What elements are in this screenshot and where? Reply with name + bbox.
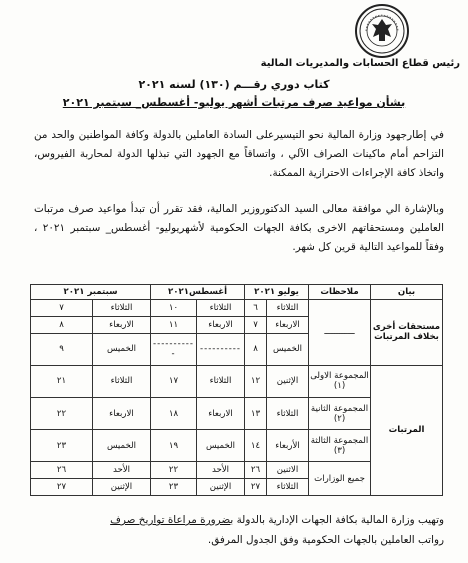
department-name: رئيس قطاع الحسابات والمديريات المالية bbox=[260, 58, 460, 69]
cell: الخميس bbox=[93, 430, 151, 462]
cell: الاربعاء bbox=[197, 398, 245, 430]
table-row bbox=[31, 300, 443, 317]
cell: الثلاثاء bbox=[197, 300, 245, 317]
header-august: أغسطس٢٠٢١ bbox=[151, 285, 245, 300]
cell: ٢٣ bbox=[31, 430, 93, 462]
cell: الاربعاء bbox=[197, 316, 245, 333]
footer-text-plain: وتهيب وزارة المالية بكافة الجهات الإدارية بالدولة bbox=[233, 514, 444, 526]
cell: ١٢ bbox=[245, 365, 267, 397]
cell: ٢١ bbox=[31, 365, 93, 397]
cell: الأحد bbox=[197, 462, 245, 479]
circular-subject: بشأن مواعيد صرف مرتبات أشهر يوليو- أغسطس_ سبتمبر ٢٠٢١ bbox=[62, 96, 406, 109]
cell: ١٧ bbox=[151, 365, 197, 397]
cell: الإثنين bbox=[197, 479, 245, 496]
cell: المجموعة الثانية (٢) bbox=[309, 398, 371, 430]
cell: ---------- bbox=[197, 333, 245, 365]
cell: ٢٧ bbox=[31, 479, 93, 496]
cell: الخميس bbox=[93, 333, 151, 365]
cell: ٦ bbox=[245, 300, 267, 317]
cell: الأحد bbox=[93, 462, 151, 479]
group-other-dues-label: مستحقات أخرى بخلاف المرتبات bbox=[371, 300, 443, 366]
cell: ----------- bbox=[151, 333, 197, 365]
cell: الأربعاء bbox=[267, 430, 309, 462]
cell: جميع الوزارات bbox=[309, 462, 371, 496]
cell: الاربعاء bbox=[93, 398, 151, 430]
table-header-row bbox=[31, 285, 443, 300]
header-notes: ملاحظات bbox=[309, 285, 371, 300]
cell: المجموعة الثالثة (٣) bbox=[309, 430, 371, 462]
paragraph-decision: وبالإشارة الي موافقة معالى السيد الدكتوروزير المالية، فقد تقرر أن تبدأ مواعيد صرف مرتبات العاملين ومستحقاتهم الاخرى بكافة الجهات الحكومية لأشهريوليو- أغسطس_ سبتمبر ٢٠٢١ ، وفقاً للمواعيد التالية قرين كل شهر. bbox=[34, 203, 444, 253]
cell: الخميس bbox=[267, 333, 309, 365]
cell: ٩ bbox=[31, 333, 93, 365]
table-row bbox=[31, 365, 443, 397]
cell: ٢٦ bbox=[245, 462, 267, 479]
header-item: بيان bbox=[371, 285, 443, 300]
cell: الإثنين bbox=[267, 365, 309, 397]
paragraph-intro: في إطارجهود وزارة المالية نحو التيسيرعلى السادة العاملين بالدولة وكافة المواطنين والحد من التزاحم أمام ماكينات الصراف الآلي ، واتساقاً مع الجهود التي تبذلها الدولة لمحاربة الفيروس، واتخاذ كافة الإجراءات الاحترازية الممكنة. bbox=[34, 129, 444, 179]
cell: الاثنين bbox=[267, 462, 309, 479]
cell: ١١ bbox=[151, 316, 197, 333]
cell: الثلاثاء bbox=[93, 365, 151, 397]
header-july: يوليو ٢٠٢١ bbox=[245, 285, 309, 300]
salary-schedule-table bbox=[30, 284, 443, 496]
header-september: سبتمبر ٢٠٢١ bbox=[31, 285, 151, 300]
group-salaries-label: المرتبات bbox=[371, 365, 443, 495]
cell: الثلاثاء bbox=[267, 300, 309, 317]
cell: ١٠ bbox=[151, 300, 197, 317]
cell: الثلاثاء bbox=[267, 479, 309, 496]
cell: الاربعاء bbox=[93, 316, 151, 333]
cell: ٢٦ bbox=[31, 462, 93, 479]
closing-paragraph bbox=[34, 510, 444, 550]
cell: ٧ bbox=[31, 300, 93, 317]
cell: ٢٣ bbox=[151, 479, 197, 496]
cell: الثلاثاء bbox=[93, 300, 151, 317]
cell: الإثنين bbox=[93, 479, 151, 496]
cell: الثلاثاء bbox=[267, 398, 309, 430]
cell: المجموعة الاولى (١) bbox=[309, 365, 371, 397]
cell: ٢٧ bbox=[245, 479, 267, 496]
cell: ١٣ bbox=[245, 398, 267, 430]
cell: الثلاثاء bbox=[197, 365, 245, 397]
cell: الاربعاء bbox=[267, 316, 309, 333]
cell: ٢٢ bbox=[31, 398, 93, 430]
cell: ٢٢ bbox=[151, 462, 197, 479]
group-other-dues-note: ــــــــــــ bbox=[309, 300, 371, 366]
ministry-seal-logo bbox=[355, 4, 409, 58]
cell: ١٩ bbox=[151, 430, 197, 462]
cell: ٧ bbox=[245, 316, 267, 333]
cell: ١٨ bbox=[151, 398, 197, 430]
circular-title: كتاب دوري رقـــم (١٣٠) لسنه ٢٠٢١ bbox=[138, 78, 330, 91]
cell: ٨ bbox=[245, 333, 267, 365]
cell: ١٤ bbox=[245, 430, 267, 462]
footer-text-line2: رواتب العاملين بالجهات الحكومية وفق الجدول المرفق. bbox=[207, 534, 444, 546]
footer-text-underlined: بضرورة مراعاة تواريخ صرف bbox=[110, 514, 234, 526]
eagle-emblem-icon bbox=[358, 7, 406, 55]
cell: ٨ bbox=[31, 316, 93, 333]
cell: الخميس bbox=[197, 430, 245, 462]
